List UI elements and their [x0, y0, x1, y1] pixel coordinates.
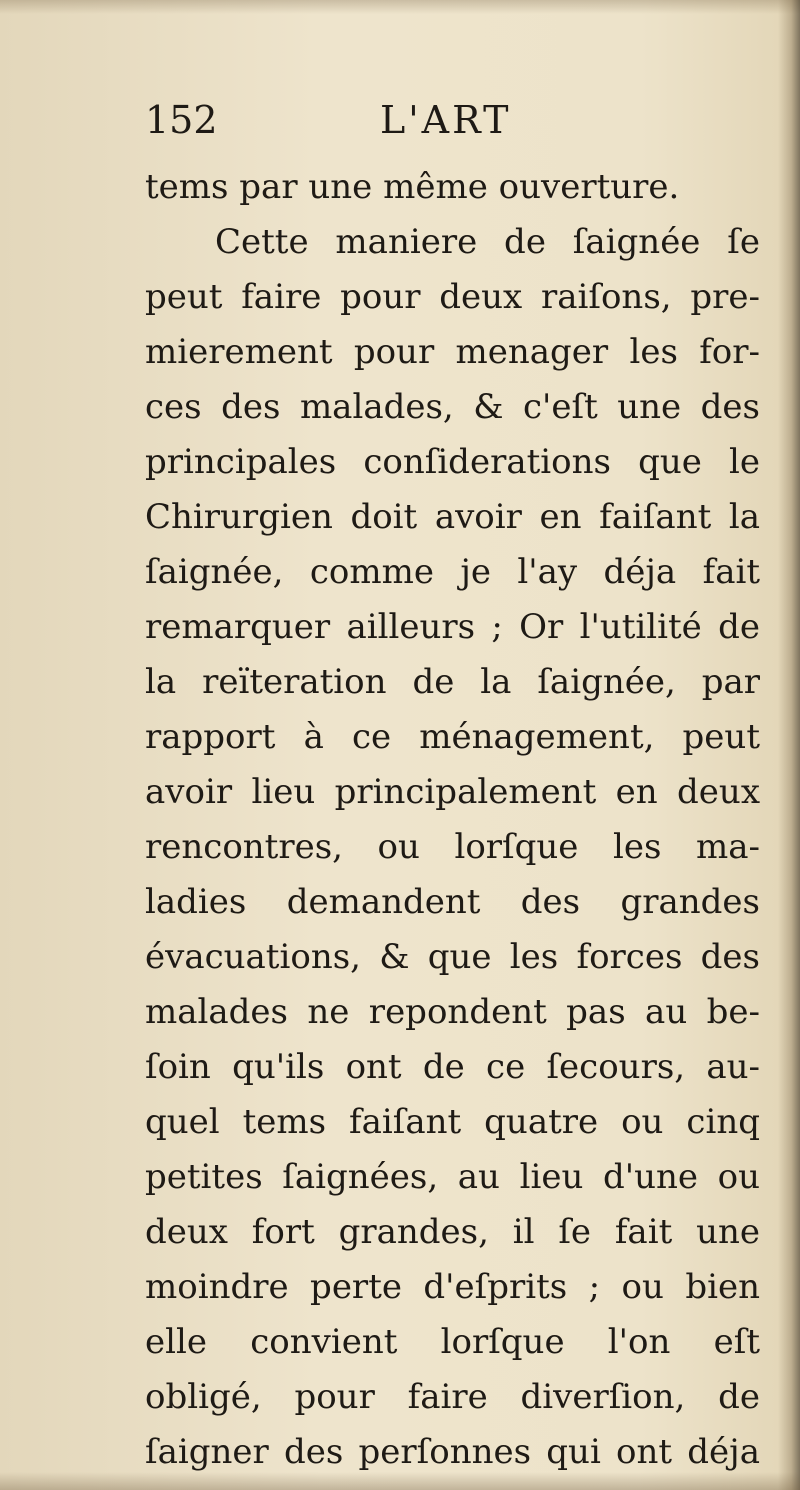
text-line: peut faire pour deux raiſons, pre-	[145, 277, 760, 317]
text-line: remarquer ailleurs ; Or l'utilité de	[145, 607, 760, 647]
text-line: Cette maniere de ſaignée ſe	[215, 222, 760, 262]
page-top-shadow	[0, 0, 800, 14]
text-line: principales conſiderations que le	[145, 442, 760, 482]
text-line: quel tems faiſant quatre ou cinq	[145, 1102, 760, 1142]
text-line: rapport à ce ménagement, peut	[145, 717, 760, 757]
text-line: elle convient lorſque l'on eſt	[145, 1322, 760, 1362]
text-line: petites ſaignées, au lieu d'une ou	[145, 1157, 760, 1197]
text-line: Chirurgien doit avoir en faiſant la	[145, 497, 760, 537]
text-line: la reïteration de la ſaignée, par	[145, 662, 760, 702]
running-head	[145, 95, 755, 145]
text-line: ces des malades, & c'eſt une des	[145, 387, 760, 427]
text-line: rencontres, ou lorſque les ma-	[145, 827, 760, 867]
page-number: 152	[145, 98, 218, 142]
text-line: tems par une même ouverture.	[145, 167, 680, 207]
text-line: ſaignée, comme je l'ay déja fait	[145, 552, 760, 592]
text-line: avoir lieu principalement en deux	[145, 772, 760, 812]
text-line: obligé, pour faire diverſion, de	[145, 1377, 760, 1417]
text-line: moindre perte d'eſprits ; ou bien	[145, 1267, 760, 1307]
text-line: malades ne repondent pas au be-	[145, 992, 760, 1032]
text-line: ſaigner des perſonnes qui ont déja	[145, 1432, 760, 1472]
text-line: mierement pour menager les for-	[145, 332, 760, 372]
text-line: ſoin qu'ils ont de ce ſecours, au-	[145, 1047, 760, 1087]
text-line: évacuations, & que les forces des	[145, 937, 760, 977]
page-gutter-shadow	[778, 0, 800, 1490]
running-title: L'ART	[380, 98, 512, 142]
body-text	[145, 160, 760, 1480]
text-line: deux fort grandes, il ſe fait une	[145, 1212, 760, 1252]
text-line: ladies demandent des grandes	[145, 882, 760, 922]
